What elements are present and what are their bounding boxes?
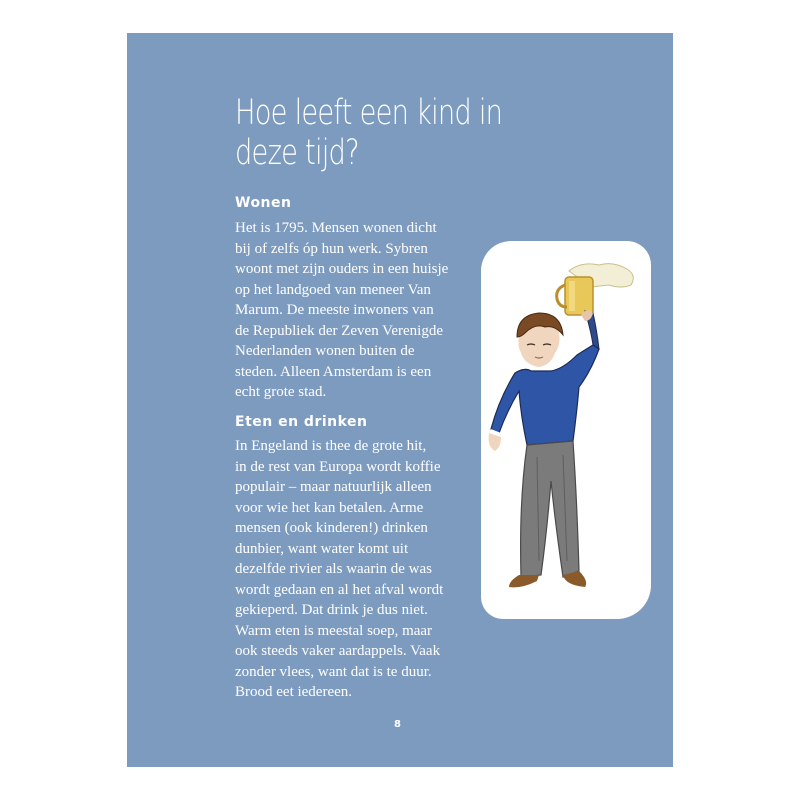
body-line: steden. Alleen Amsterdam is een bbox=[235, 363, 432, 380]
section-heading-eten-en-drinken: Eten en drinken bbox=[235, 414, 368, 430]
body-line: ook steeds vaker aardappels. Vaak bbox=[235, 643, 441, 659]
body-line: de Republiek der Zeven Verenigde bbox=[235, 322, 443, 339]
body-line: Warm eten is meestal soep, maar bbox=[235, 622, 433, 639]
body-line: zonder vlees, want dat is te duur. bbox=[235, 663, 432, 680]
body-line: populair – maar natuurlijk alleen bbox=[235, 479, 432, 495]
section-body-eten-en-drinken bbox=[235, 436, 475, 703]
body-line: gekieperd. Dat drink je dus niet. bbox=[235, 602, 428, 618]
body-line: dezelfde rivier als waarin de was bbox=[235, 561, 432, 577]
body-line: voor wie het kan betalen. Arme bbox=[235, 499, 424, 516]
beer-mug-icon bbox=[557, 264, 634, 315]
body-line: Nederlanden wonen buiten de bbox=[235, 343, 415, 359]
section-heading-wonen: Wonen bbox=[235, 195, 292, 211]
body-line: bij of zelfs óp hun werk. Sybren bbox=[235, 240, 428, 257]
page-title: Hoe leeft een kind in deze tijd? bbox=[235, 93, 503, 173]
page-number: 8 bbox=[394, 719, 401, 730]
boy-raising-beer-mug-illustration bbox=[481, 241, 651, 619]
body-line: Brood eet iedereen. bbox=[235, 684, 353, 700]
body-line: echt grote stad. bbox=[235, 384, 327, 400]
book-page bbox=[127, 33, 673, 767]
body-line: Marum. De meeste inwoners van bbox=[235, 302, 434, 318]
body-line: op het landgoed van meneer Van bbox=[235, 281, 431, 298]
body-line: mensen (ook kinderen!) drinken bbox=[235, 520, 428, 536]
section-body-wonen bbox=[235, 218, 475, 403]
head-icon bbox=[517, 313, 563, 367]
body-line: woont met zijn ouders in een huisje bbox=[235, 261, 449, 277]
body-line: Het is 1795. Mensen wonen dicht bbox=[235, 220, 437, 236]
body-line: in de rest van Europa wordt koffie bbox=[235, 458, 441, 475]
body-line: dunbier, want water komt uit bbox=[235, 540, 409, 557]
illustration-card bbox=[481, 241, 651, 619]
body-line: wordt gedaan en al het afval wordt bbox=[235, 581, 444, 598]
body-line: In Engeland is thee de grote hit, bbox=[235, 438, 427, 454]
